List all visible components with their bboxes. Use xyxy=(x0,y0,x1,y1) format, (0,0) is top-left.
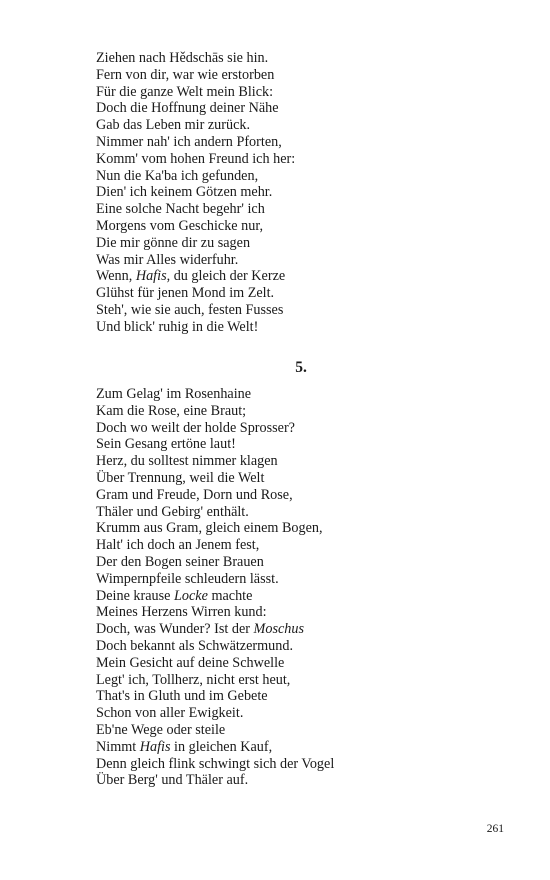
poem-line: Steh', wie sie auch, festen Fusses xyxy=(96,301,284,318)
poem-line: Wimpernpfeile schleudern lässt. xyxy=(96,570,279,587)
poem-line: Doch wo weilt der holde Sprosser? xyxy=(96,419,295,436)
poem-line: Zum Gelag' im Rosenhaine xyxy=(96,386,252,402)
poem-line: Doch die Hoffnung deiner Nähe xyxy=(96,100,279,117)
poem-line: Gram und Freude, Dorn und Rose, xyxy=(96,486,293,503)
poem-line: Ziehen nach Hědschās sie hin. xyxy=(96,50,269,66)
poem-line: Dien' ich keinem Götzen mehr. xyxy=(96,184,273,201)
poem-line: That's in Gluth und im Gebete xyxy=(96,688,268,705)
poem-line: Was mir Alles widerfuhr. xyxy=(96,251,239,268)
poem-line: Glühst für jenen Mond im Zelt. xyxy=(96,285,275,302)
poem-line: Deine krause Locke machte xyxy=(96,587,253,604)
italic-name: Moschus xyxy=(253,621,304,638)
poem-line: Morgens vom Geschicke nur, xyxy=(96,217,264,234)
poem-line: Denn gleich flink schwingt sich der Vogel xyxy=(96,755,335,772)
poem-line: Über Berg' und Thäler auf. xyxy=(96,772,249,789)
poem-line: Wenn, Hafis, du gleich der Kerze xyxy=(96,268,286,285)
poem-line: Thäler und Gebirg' enthält. xyxy=(96,503,249,520)
poem-line: Eb'ne Wege oder steile xyxy=(96,721,226,738)
poem-line: Und blick' ruhig in die Welt! xyxy=(96,318,259,335)
poem-line: Doch, was Wunder? Ist der Moschus xyxy=(96,621,304,638)
poem-line: Mein Gesicht auf deine Schwelle xyxy=(96,654,285,671)
poem-line: Halt' ich doch an Jenem fest, xyxy=(96,537,260,554)
poem-line: Komm' vom hohen Freund ich her: xyxy=(96,150,296,167)
poem-line: Herz, du solltest nimmer klagen xyxy=(96,453,278,470)
poem-line: Über Trennung, weil die Welt xyxy=(96,469,265,486)
italic-name: Hafis xyxy=(135,268,167,285)
poem-section-number: 5. xyxy=(295,359,307,376)
poem-line: Der den Bogen seiner Brauen xyxy=(96,553,264,570)
poem-line: Nimmer nah' ich andern Pforten, xyxy=(96,133,282,150)
poem-line: Kam die Rose, eine Braut; xyxy=(96,402,247,419)
poem-line: Nimmt Hafis in gleichen Kauf, xyxy=(96,738,273,755)
poem-line: Nun die Ka'ba ich gefunden, xyxy=(96,167,259,184)
poem-line: Für die ganze Welt mein Blick: xyxy=(96,83,274,100)
poem-stanza-5 xyxy=(96,386,496,789)
poem-line: Sein Gesang ertöne laut! xyxy=(96,436,236,453)
poem-stanza-continued xyxy=(96,50,496,336)
poem-line: Die mir gönne dir zu sagen xyxy=(96,234,251,251)
poem-line: Gab das Leben mir zurück. xyxy=(96,117,251,134)
italic-name: Locke xyxy=(174,587,208,604)
poem-line: Meines Herzens Wirren kund: xyxy=(96,604,267,621)
page-number: 261 xyxy=(486,823,504,835)
poem-line: Eine solche Nacht begehr' ich xyxy=(96,201,265,218)
poem-line: Doch bekannt als Schwätzermund. xyxy=(96,637,293,654)
poem-line: Legt' ich, Tollherz, nicht erst heut, xyxy=(96,671,291,688)
poem-line: Schon von aller Ewigkeit. xyxy=(96,705,244,722)
poem-line: Fern von dir, war wie erstorben xyxy=(96,66,275,83)
italic-name: Hafis xyxy=(139,738,171,755)
poem-line: Krumm aus Gram, gleich einem Bogen, xyxy=(96,520,323,537)
